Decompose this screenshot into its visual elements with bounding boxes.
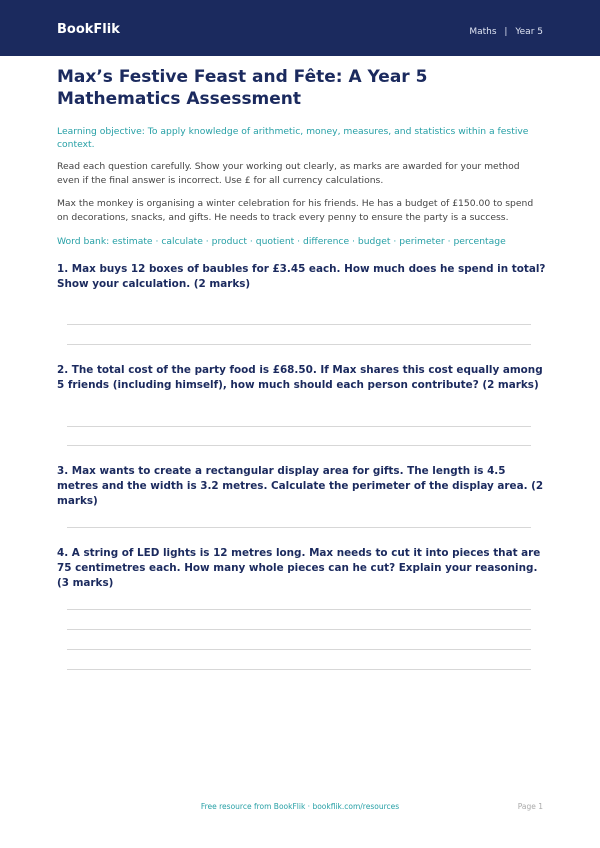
page-number: Page 1 bbox=[517, 802, 543, 811]
answer-line[interactable] bbox=[67, 324, 531, 325]
year-label: Year 5 bbox=[515, 27, 543, 37]
answer-line[interactable] bbox=[67, 669, 531, 670]
word-bank: Word bank: estimate · calculate · product · quotient · difference · budget · perimeter · percentage bbox=[57, 236, 506, 247]
intro-text: Max the monkey is organising a winter celebration for his friends. He has a budget of £150.00 to spend on decorations, snacks, and gifts. He needs to track every penny to ensure the party is a success. bbox=[57, 198, 534, 223]
question-3: 3. Max wants to create a rectangular display area for gifts. The length is 4.5 metres and the width is 3.2 metres. Calculate the perimeter of the display area. (2 marks) bbox=[57, 465, 544, 507]
brand-logo: BookFlik bbox=[57, 22, 120, 37]
answer-line[interactable] bbox=[67, 445, 531, 446]
header-meta bbox=[469, 27, 543, 37]
page-header bbox=[0, 0, 600, 56]
answer-line[interactable] bbox=[67, 344, 531, 345]
answer-line[interactable] bbox=[67, 527, 531, 528]
subject-label: Maths bbox=[469, 27, 497, 37]
instructions-text: Read each question carefully. Show your working out clearly, as marks are awarded for your method even if the final answer is incorrect. Use £ for all currency calculations. bbox=[57, 161, 520, 186]
question-2: 2. The total cost of the party food is £68.50. If Max shares this cost equally among 5 friends (including himself), how much should each person contribute? (2 marks) bbox=[57, 364, 543, 391]
answer-line[interactable] bbox=[67, 609, 531, 610]
answer-line[interactable] bbox=[67, 649, 531, 650]
answer-line[interactable] bbox=[67, 629, 531, 630]
question-4: 4. A string of LED lights is 12 metres long. Max needs to cut it into pieces that are 75 centimetres each. How many whole pieces can he cut? Explain your reasoning. (3 marks) bbox=[57, 547, 541, 589]
footer-resource-link[interactable]: Free resource from BookFlik · bookflik.com/resources bbox=[200, 802, 400, 811]
answer-line[interactable] bbox=[67, 426, 531, 427]
meta-separator: | bbox=[504, 27, 508, 37]
intro-section bbox=[57, 66, 543, 248]
question-1: 1. Max buys 12 boxes of baubles for £3.45 each. How much does he spend in total? Show your calculation. (2 marks) bbox=[57, 263, 546, 290]
page-title: Max’s Festive Feast and Fête: A Year 5 Mathematics Assessment bbox=[57, 67, 428, 109]
learning-objective: Learning objective: To apply knowledge of arithmetic, money, measures, and statistics within a festive context. bbox=[57, 126, 529, 150]
